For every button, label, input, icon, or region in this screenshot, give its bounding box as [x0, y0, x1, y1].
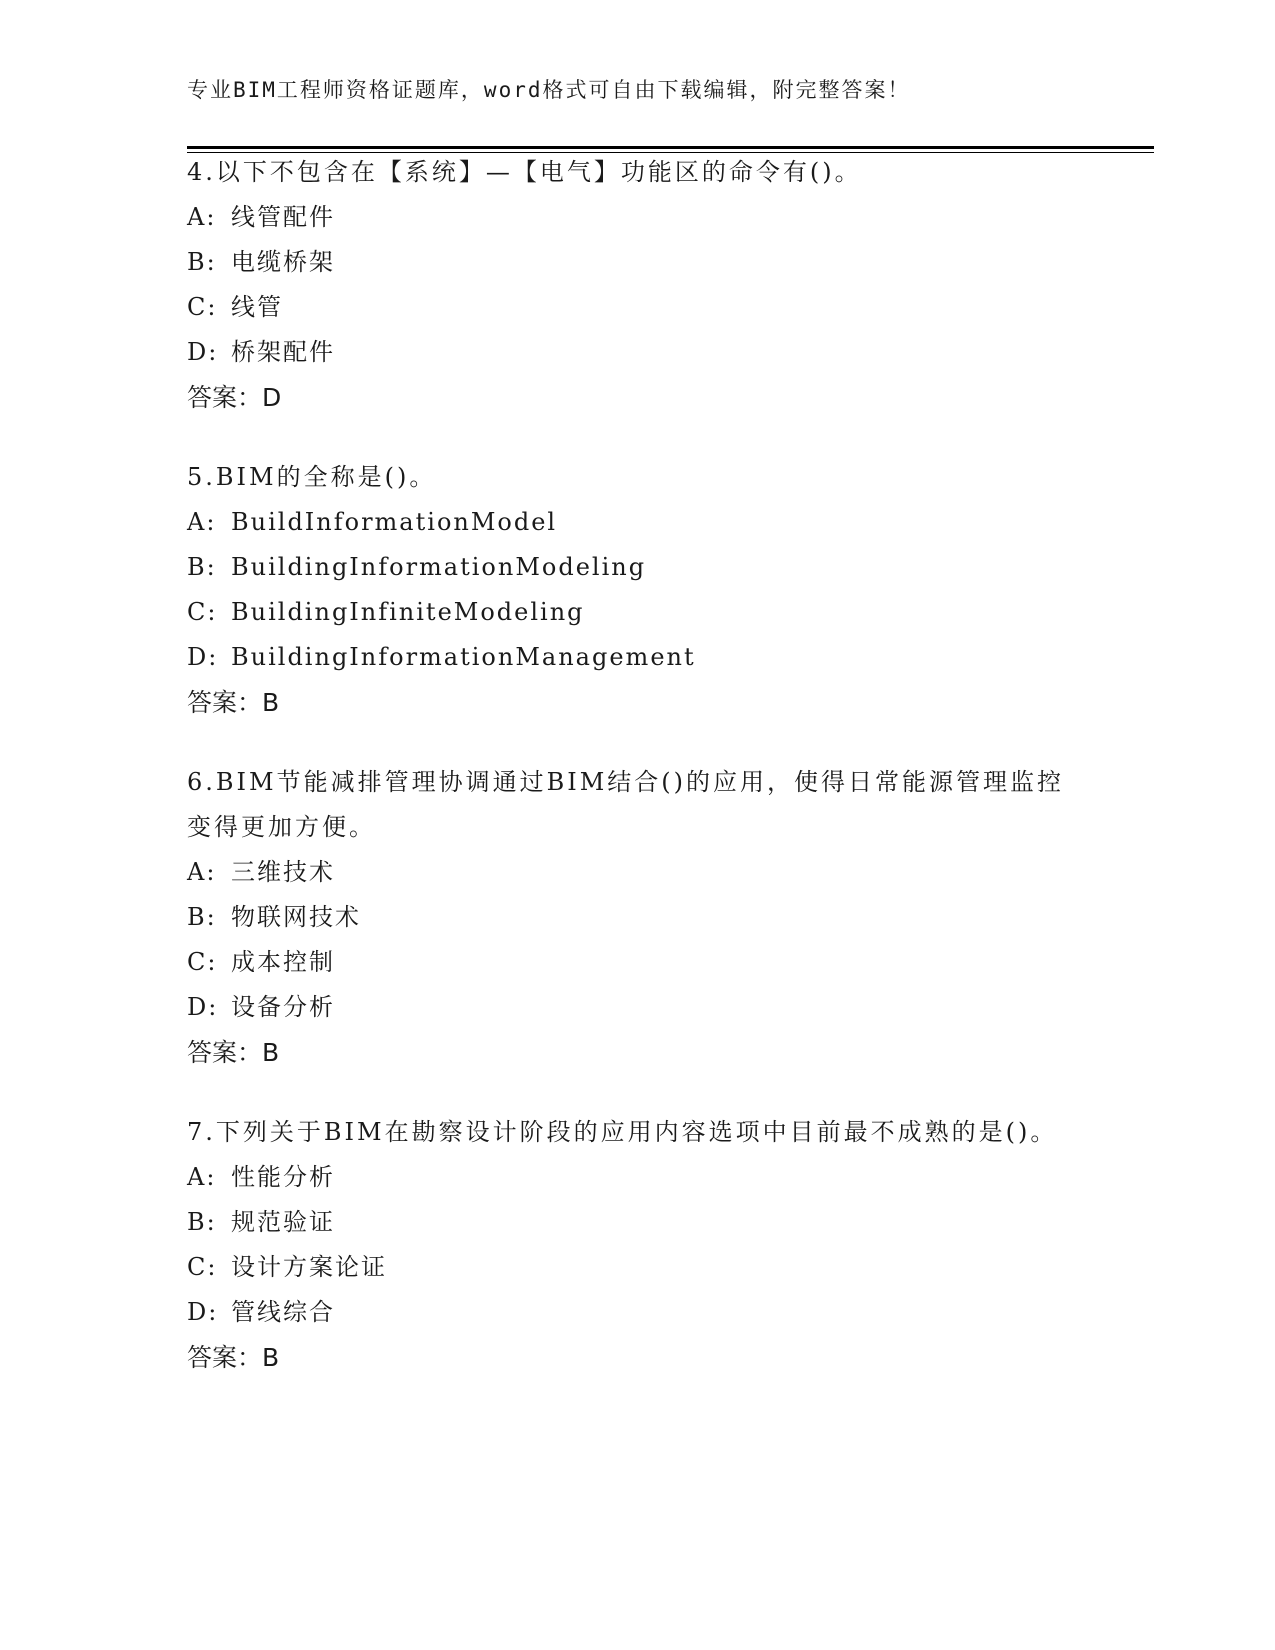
- option-text: 成本控制: [231, 948, 335, 976]
- option-text: 规范验证: [231, 1208, 335, 1236]
- question-6: [187, 760, 1087, 1075]
- option-key: D:: [187, 1298, 219, 1326]
- option-key: B:: [187, 1208, 217, 1236]
- option-text: 物联网技术: [231, 903, 361, 931]
- answer: 答案：B: [187, 1343, 280, 1372]
- option-text: 电缆桥架: [231, 248, 335, 276]
- option-text: 线管: [231, 293, 283, 321]
- option-text: BuildingInfiniteModeling: [231, 598, 585, 626]
- option-b: [187, 240, 1087, 285]
- option-b: [187, 545, 1087, 590]
- option-key: B:: [187, 903, 217, 931]
- option-key: D:: [187, 643, 219, 671]
- option-key: C:: [187, 1253, 218, 1281]
- answer: 答案：B: [187, 688, 280, 717]
- option-text: 设备分析: [231, 993, 335, 1021]
- option-d: [187, 985, 1087, 1030]
- option-text: BuildInformationModel: [231, 508, 558, 536]
- option-key: A:: [187, 1163, 217, 1191]
- option-c: [187, 1245, 1087, 1290]
- option-key: C:: [187, 598, 218, 626]
- question-stem: 6.BIM节能减排管理协调通过BIM结合()的应用，使得日常能源管理监控变得更加方便。: [187, 768, 1065, 841]
- option-b: [187, 1200, 1087, 1245]
- option-text: 三维技术: [231, 858, 335, 886]
- option-c: [187, 590, 1087, 635]
- option-text: BuildingInformationModeling: [231, 553, 647, 581]
- option-a: [187, 195, 1087, 240]
- option-c: [187, 285, 1087, 330]
- option-b: [187, 895, 1087, 940]
- answer: 答案：B: [187, 1038, 280, 1067]
- page-header: 专业BIM工程师资格证题库，word格式可自由下载编辑，附完整答案！: [187, 78, 911, 102]
- option-text: 桥架配件: [231, 338, 335, 366]
- option-key: D:: [187, 993, 219, 1021]
- option-text: BuildingInformationManagement: [231, 643, 696, 671]
- option-text: 管线综合: [231, 1298, 335, 1326]
- question-stem: 5.BIM的全称是()。: [187, 463, 437, 491]
- option-key: C:: [187, 293, 218, 321]
- option-key: A:: [187, 203, 217, 231]
- option-key: A:: [187, 858, 217, 886]
- option-text: 设计方案论证: [231, 1253, 387, 1281]
- option-text: 性能分析: [231, 1163, 335, 1191]
- option-a: [187, 850, 1087, 895]
- option-d: [187, 1290, 1087, 1335]
- question-4: [187, 150, 1087, 420]
- header-rule-thick: [187, 146, 1154, 149]
- option-key: A:: [187, 508, 217, 536]
- option-key: B:: [187, 248, 217, 276]
- option-key: C:: [187, 948, 218, 976]
- option-d: [187, 635, 1087, 680]
- question-stem: 4.以下不包含在【系统】—【电气】功能区的命令有()。: [187, 158, 862, 186]
- option-key: B:: [187, 553, 217, 581]
- question-5: [187, 455, 1087, 725]
- option-d: [187, 330, 1087, 375]
- question-7: [187, 1110, 1087, 1380]
- option-text: 线管配件: [231, 203, 335, 231]
- option-c: [187, 940, 1087, 985]
- question-stem: 7.下列关于BIM在勘察设计阶段的应用内容选项中目前最不成熟的是()。: [187, 1118, 1058, 1146]
- option-key: D:: [187, 338, 219, 366]
- answer: 答案：D: [187, 383, 282, 412]
- option-a: [187, 1155, 1087, 1200]
- option-a: [187, 500, 1087, 545]
